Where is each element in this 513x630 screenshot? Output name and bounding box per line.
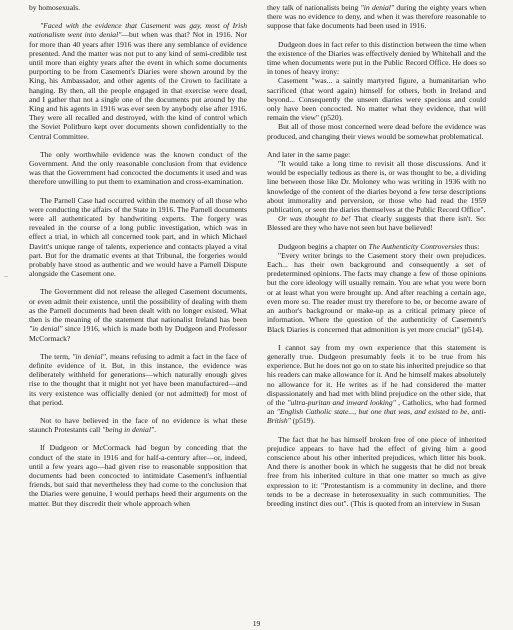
left-column: [29, 3, 247, 508]
paragraph: Dudgeon does in fact refer to this distinction between the time when the existence of the Diaries was effectively denied by Whitehall and the time when documents were put in the Public Record Office. He does so in tones of heavy irony:: [267, 39, 486, 77]
emphasis: Or was thought to be!: [278, 214, 351, 224]
block-quote: Casement "was... a saintly martyred figure, a humanitarian who sacrificed (that word again) himself for others, both in Ireland and beyond... Consequently the unseen diaries were specious and could only have been concocted. No matter what they evidence, that will remain the view" (p520).: [267, 76, 486, 123]
text: since 1916, which is made both by Dudgeon and Professor McCormack?: [29, 324, 247, 343]
paragraph: The Parnell Case had occurred within the memory of all those who were conducting the affairs of the State in 1916. The Parnell documents were all authenticated by handwriting experts. The forgery was revealed in the course of a long public investigation, which was in effect a trial, in which all concerned took part, and in which Michael Davitt's unique range of talents, experience and contacts played a vital part. But for the dramatic events at that Tribunal, the forgeries would probably have stood as authentic and we would have a Parnell Dispute alongside the Casement one.: [29, 195, 247, 279]
page-number: 19: [252, 619, 261, 628]
right-column: [267, 3, 486, 508]
scan-edge-mark: [4, 276, 8, 277]
text: —but when was that? Not in 1916. Nor for more than 40 years after 1916 was there any semblance of evidence presented. And the matter was not put to any kind of semi-credible test until more than eighty years after the event in which some documents purporting to be from Casement's Diaries were shown around by the King, his Ambassador, and other agents of the Crown to facilitate a hanging. By then, all the people engaged in that exercise were dead, and I gather that not a single one of the documents put around by the King and his agents in 1916 was ever seen by anybody else after 1916. They were all recalled and destroyed, with the kind of control which the Soviet Politburo kept over documents shown confidentially to the Central Committee.: [29, 30, 248, 141]
quotation: "in denial": [29, 324, 63, 334]
paragraph: [29, 352, 247, 407]
paragraph: [267, 214, 486, 232]
text: Not to have believed in the face of no evidence is what these staunch Protestants call: [29, 415, 247, 435]
paragraph: The fact that he has himself broken free of one piece of inherited prejudice appears to have had the effect of giving him a good conscience about his other inherited prejudices, which litter his book. And there is another book in which he suggests that he did not break free from his inherited culture in that one matter so much as give expression to it: "Protestantism is a community in decline, and there tends to be a decrease in heterosexuality in such communities. The breeding instinct dies out". (This is quoted from an interview in Susan: [267, 434, 486, 508]
paragraph: [29, 21, 247, 141]
text: during the eighty years when there was no evidence to deny, and when it was therefore reasonable to suppose that fake documents had been used in 1916.: [267, 3, 486, 31]
text: The term,: [40, 351, 73, 361]
book-title: The Authenticity Controversies: [368, 241, 463, 251]
text: Dudgeon begins a chapter on: [278, 241, 369, 251]
block-quote: "It would take a long time to revisit all those discussions. And it would be especially tedious as there is, or was thought to be, a dividing line between those like Dr. Moloney who was writing in 1936 with no knowledge of the content of the diaries beyond a few terse descriptions about immorality and perversion, or those who had read the 1959 publication, or seen the diaries themselves at the Public Record Office".: [267, 159, 486, 215]
block-quote: "Every writer brings to the Casement story their own prejudices. Each... has their own background and consequently a set of predetermined opinions. The facts may change a few of those opinions but the core ideology will usually remain. You are what you were born or at least what you were brought up. And after reaching a certain age, even more so. The reader must try therefore to be, or become aware of an author's background or make-up as a critical primary piece of information. Where the question of the authenticity of Casement's Black Diaries is concerned that admonition is yet more crucial" (p514).: [267, 250, 486, 334]
quotation: "being in denial": [102, 425, 155, 435]
text: they talk of nationalists being: [267, 3, 361, 12]
paragraph: The only worthwhile evidence was the known conduct of the Government. And the only reasonable conclusion from that evidence was that the Government had concocted the documents it used and was therefore unwilling to put them to examination and cross-examination.: [29, 149, 247, 187]
paragraph: If Dudgeon or McCormack had begun by conceding that the conduct of the state in 1916 and for half-a-century after—or, indeed, until a few years ago—had given rise to reasonable supposition that documents had been concocted to intimidate Casement's influential friends, but said that nevertheless they had come to the conclusion that the Diaries were genuine, I would perhaps heed their arguments on the matter. But they discredit their whole approach when: [29, 443, 247, 508]
text: , Catholics, who had formed an: [267, 397, 487, 417]
paragraph: [29, 416, 247, 434]
quotation: "ultra-puritan and inward looking": [287, 397, 396, 407]
quotation: "in denial": [360, 3, 395, 12]
text: I cannot say from my own experience that this statement is generally true. Dudgeon presumably feels it to be true from his experience. But he does not go on to state his inherited prejudice so that his readers can make allowance for it. And he himself makes absolutely no allowance for it. He writes as if he had considered the matter dispassionately and had met with blind prejudice on the other side, that of the: [267, 342, 486, 407]
text: (p519).: [290, 416, 315, 426]
text: The Government did not release the alleged Casement documents, or even admit their existence, until the possibility of dealing with them as the Parnell documents had been dealt with no longer existed. What then is the meaning of the statement that nationalist Ireland has been: [29, 287, 247, 325]
paragraph: And later in the same page:: [267, 149, 351, 159]
paragraph: [267, 242, 486, 251]
paragraph: by homosexuals.: [29, 3, 81, 12]
paragraph: [267, 343, 486, 426]
quotation: "in denial": [72, 351, 106, 361]
quotation: "Faced with the evidence that Casement was gay, most of Irish nationalism went into denial": [29, 21, 247, 40]
text: That clearly suggests that there isn't. So: Blessed are they who have not seen but have believed!: [267, 214, 486, 233]
text: .: [154, 425, 157, 435]
paragraph: [267, 3, 486, 31]
text: , means refusing to admit a fact in the face of definite evidence of it. But, in this instance, the evidence was deliberately withheld for generations—which naturally enough gives rise to the thought that it might not yet have been manufactured—and its very existence was officially denied (or not admitted) for most of that period.: [29, 351, 247, 407]
paragraph: But all of those most concerned were dead before the evidence was produced, and changing their views would be somewhat problematical.: [267, 122, 486, 141]
text: thus:: [462, 241, 480, 251]
paragraph: [29, 287, 247, 342]
quotation: "English Catholic state..., but one that was, and existed to be, anti-British": [267, 407, 486, 426]
